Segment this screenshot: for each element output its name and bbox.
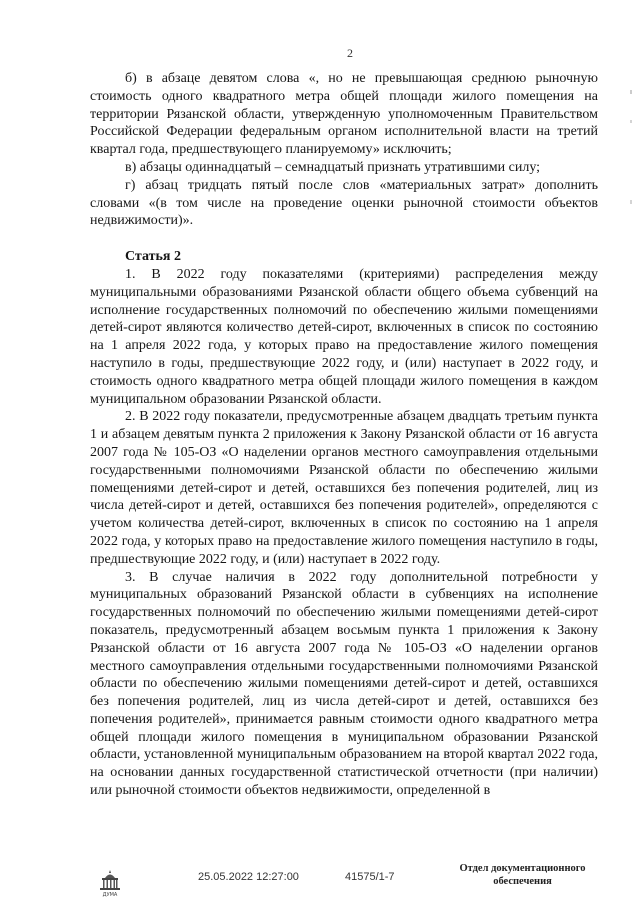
article-heading: Статья 2 xyxy=(125,249,181,265)
paragraph-g: г) абзац тридцать пятый после слов «материальных затрат» дополнить словами «(в том числе на проведение оценки рыночной стоимости объектов недвижимости)». xyxy=(90,177,598,229)
department-line-2: обеспечения xyxy=(493,876,552,887)
department-line-1: Отдел документационного xyxy=(459,863,586,874)
paragraph-b: б) в абзаце девятом слова «, но не превышающая среднюю рыночную стоимость одного квадратного метра общей площади жилого помещения на территории Рязанской области, утвержденную уполномоченным Правительством Российской Федерации федеральным органом исполнительной власти на третий квартал года, предшествующего планируемому» исключить; xyxy=(90,71,598,158)
paragraph-v: в) абзацы одиннадцатый – семнадцатый признать утратившими силу; xyxy=(125,159,541,175)
duma-building-icon xyxy=(96,868,124,898)
article-item-3: 3. В случае наличия в 2022 году дополнительной потребности у муниципальных образований Рязанской области в субвенциях на исполнение государственных полномочий по обеспечению жилыми помещениями детей-сирот показатель, предусмотренный абзацем восьмым пункта 1 приложения к Закону Рязанской области от 16 августа 2007 года № 105-ОЗ «О наделении органов местного самоуправления отдельными государственными полномочиями Рязанской области по обеспечению жилыми помещениями детей-сирот и детей, оставшихся без попечения родителей, лиц из числа детей-сирот и детей, оставшихся без попечения родителей», принимается равным стоимости одного квадратного метра общей площади жилого помещения в муниципальном образовании Рязанской области, установленной муниципальным образованием на второй квартал 2022 года, на основании данных государственной статистической отчетности (при наличии) или рыночной стоимости объектов недвижимости, определенной в xyxy=(90,569,598,799)
duma-logo-text: ДУМА xyxy=(102,892,118,898)
document-body xyxy=(90,70,598,800)
article-item-2: 2. В 2022 году показатели, предусмотренные абзацем двадцать третьим пункта 1 и абзацем девятым пункта 2 приложения к Закону Рязанской области от 16 августа 2007 года № 105-ОЗ «О наделении органов местного самоуправления отдельными государственными полномочиями Рязанской области по обеспечению жилыми помещениями детей-сирот и детей, оставшихся без попечения родителей, лиц из числа детей-сирот и детей, оставшихся без попечения родителей», определяются с учетом количества детей-сирот, включенных в список по состоянию на 1 апреля 2022 года, у которых право на предоставление жилого помещения наступило в годы, предшествующие 2022 году, и (или) наступает в 2022 году. xyxy=(90,409,598,567)
footer-department-stamp xyxy=(440,862,605,888)
footer-timestamp: 25.05.2022 12:27:00 xyxy=(198,871,299,883)
margin-marks xyxy=(628,90,634,210)
article-item-1: 1. В 2022 году показателями (критериями) распределения между муниципальными образованиями Рязанской области общего объема субвенций на исполнение государственных полномочий по обеспечению жилыми помещениями детей-сирот являются количество детей-сирот, включенных в список по состоянию на 1 апреля 2022 года, у которых право на предоставление жилого помещения наступило в годы, предшествующие 2022 году, и (или) наступает в 2022 году, и стоимость одного квадратного метра общей площади жилого помещения в каждом муниципальном образовании Рязанской области. xyxy=(90,266,598,407)
page-number: 2 xyxy=(347,46,353,60)
footer-registration-number: 41575/1-7 xyxy=(345,871,395,883)
document-footer xyxy=(0,858,640,905)
